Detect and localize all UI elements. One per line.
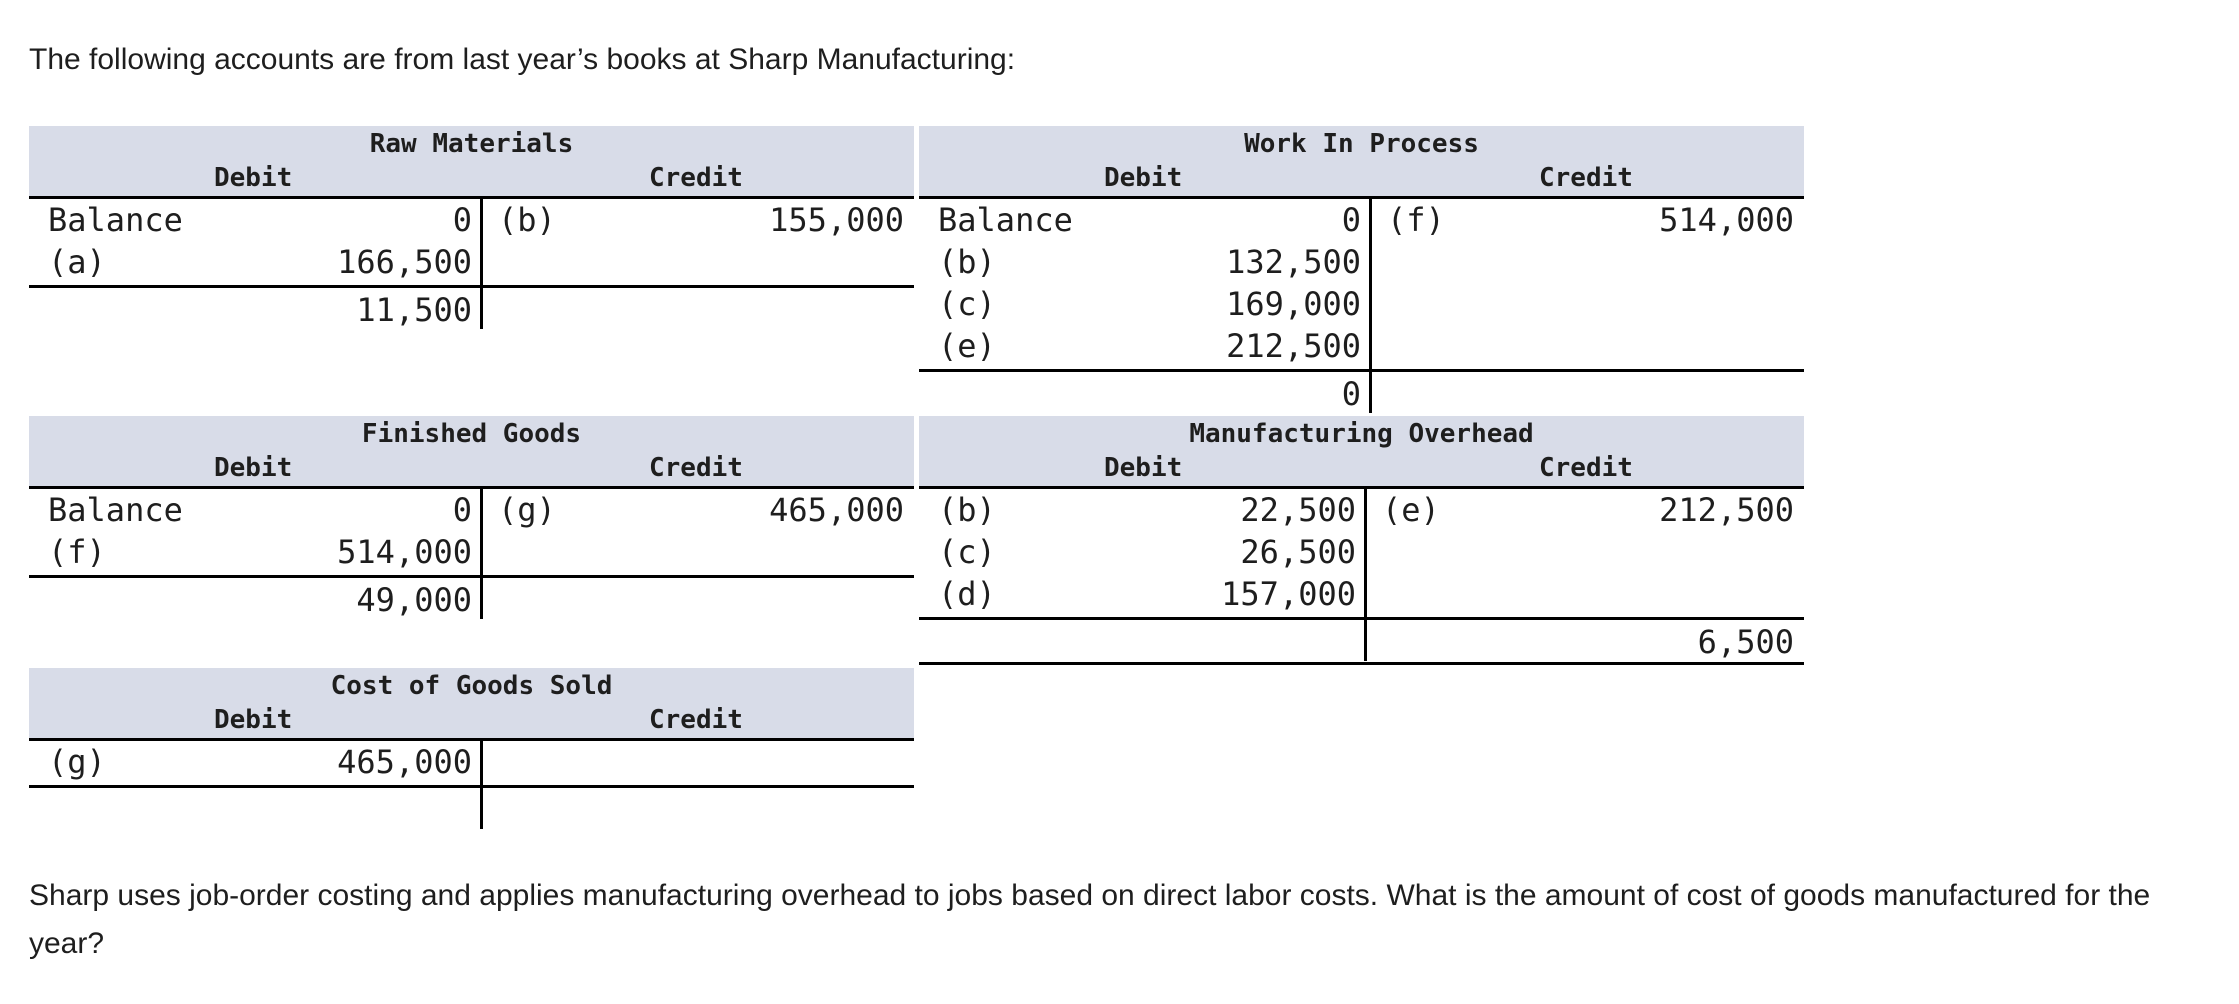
- t-account-finished-goods: [29, 416, 914, 619]
- total-line: [919, 617, 1804, 620]
- entry-amount: 0: [1341, 201, 1361, 239]
- intro-text: The following accounts are from last year’s books at Sharp Manufacturing:: [29, 43, 1016, 76]
- debit-entry: [919, 573, 1356, 615]
- t-account-body: [29, 486, 914, 619]
- entry-label: (f): [48, 533, 106, 571]
- debit-entry: [919, 241, 1361, 283]
- credit-heading: Credit: [649, 453, 743, 483]
- credit-column: [483, 489, 914, 531]
- debit-balance: [29, 789, 472, 831]
- debit-entry: [919, 283, 1361, 325]
- t-account-body: [919, 486, 1804, 661]
- credit-heading: Credit: [649, 163, 743, 193]
- entry-amount: 22,500: [1240, 491, 1356, 529]
- credit-balance: [483, 289, 914, 331]
- debit-column: [919, 199, 1361, 367]
- t-account-manufacturing-overhead: [919, 416, 1804, 661]
- t-account-title: Finished Goods: [361, 419, 582, 449]
- entry-label: (d): [938, 575, 996, 613]
- credit-balance: [1372, 373, 1804, 415]
- debit-entry: [919, 489, 1356, 531]
- t-account-header: [919, 416, 1804, 486]
- debit-balance: [29, 579, 472, 621]
- entry-amount: 514,000: [1659, 201, 1794, 239]
- credit-heading: Credit: [649, 705, 743, 735]
- debit-entry: [29, 741, 472, 783]
- balance-amount: 0: [1341, 375, 1361, 413]
- credit-heading: Credit: [1539, 453, 1633, 483]
- entry-amount: 0: [452, 201, 472, 239]
- debit-entry: [919, 325, 1361, 367]
- entry-label: (f): [1387, 201, 1445, 239]
- balance-amount: 49,000: [356, 581, 472, 619]
- entry-label: Balance: [48, 491, 183, 529]
- t-account-title: Manufacturing Overhead: [1189, 419, 1534, 449]
- credit-column: [1372, 199, 1804, 241]
- credit-entry: [483, 199, 914, 241]
- entry-label: Balance: [48, 201, 183, 239]
- debit-entry: [29, 489, 472, 531]
- t-account-body: [29, 738, 914, 829]
- entry-amount: 465,000: [769, 491, 904, 529]
- debit-column: [919, 489, 1356, 615]
- debit-entry: [29, 241, 472, 283]
- debit-heading: Debit: [214, 705, 293, 735]
- bottom-line: [919, 662, 1804, 665]
- balance-amount: 6,500: [1697, 623, 1794, 661]
- debit-entry: [29, 199, 472, 241]
- t-account-body: [29, 196, 914, 329]
- entry-label: (g): [498, 491, 556, 529]
- entry-amount: 514,000: [337, 533, 472, 571]
- t-account-title: Cost of Goods Sold: [330, 671, 613, 701]
- t-account-body: [919, 196, 1804, 413]
- entry-amount: 155,000: [769, 201, 904, 239]
- t-account-header: [29, 668, 914, 738]
- entry-label: (a): [48, 243, 106, 281]
- t-account-raw-materials: [29, 126, 914, 329]
- total-line: [29, 285, 914, 288]
- total-line: [29, 575, 914, 578]
- debit-entry: [919, 199, 1361, 241]
- t-account-header: [29, 126, 914, 196]
- debit-balance: [29, 289, 472, 331]
- entry-amount: 212,500: [1226, 327, 1361, 365]
- debit-entry: [29, 531, 472, 573]
- total-line: [919, 369, 1804, 372]
- balance-amount: 11,500: [356, 291, 472, 329]
- entry-label: (c): [938, 285, 996, 323]
- entry-label: (c): [938, 533, 996, 571]
- credit-entry: [1372, 199, 1804, 241]
- debit-heading: Debit: [1104, 453, 1183, 483]
- debit-heading: Debit: [1104, 163, 1183, 193]
- credit-entry: [483, 489, 914, 531]
- entry-amount: 132,500: [1226, 243, 1361, 281]
- debit-balance: [919, 373, 1361, 415]
- debit-column: [29, 741, 472, 783]
- entry-amount: 0: [452, 491, 472, 529]
- t-account-title: Raw Materials: [369, 129, 574, 159]
- entry-amount: 465,000: [337, 743, 472, 781]
- entry-label: (e): [1382, 491, 1440, 529]
- debit-heading: Debit: [214, 453, 293, 483]
- entry-amount: 166,500: [337, 243, 472, 281]
- total-line: [29, 785, 914, 788]
- debit-column: [29, 489, 472, 573]
- entry-label: (b): [938, 491, 996, 529]
- credit-column: [1367, 489, 1804, 531]
- credit-balance: [1367, 621, 1804, 663]
- entry-label: Balance: [938, 201, 1073, 239]
- entry-amount: 26,500: [1240, 533, 1356, 571]
- t-account-header: [919, 126, 1804, 196]
- entry-amount: 157,000: [1221, 575, 1356, 613]
- credit-heading: Credit: [1539, 163, 1633, 193]
- credit-balance: [483, 579, 914, 621]
- t-account-title: Work In Process: [1244, 129, 1479, 159]
- entry-amount: 212,500: [1659, 491, 1794, 529]
- debit-column: [29, 199, 472, 283]
- entry-label: (g): [48, 743, 106, 781]
- debit-balance: [919, 621, 1356, 663]
- entry-label: (b): [938, 243, 996, 281]
- credit-entry: [1367, 489, 1804, 531]
- entry-label: (e): [938, 327, 996, 365]
- entry-amount: 169,000: [1226, 285, 1361, 323]
- t-account-work-in-process: [919, 126, 1804, 413]
- t-account-header: [29, 416, 914, 486]
- question-text: Sharp uses job-order costing and applies manufacturing overhead to jobs based on direct labor costs. What is the amount of cost of goods manufactured for the year?: [29, 879, 2151, 960]
- debit-heading: Debit: [214, 163, 293, 193]
- credit-balance: [483, 789, 914, 831]
- credit-column: [483, 199, 914, 241]
- debit-entry: [919, 531, 1356, 573]
- t-account-cost-of-goods-sold: [29, 668, 914, 829]
- entry-label: (b): [498, 201, 556, 239]
